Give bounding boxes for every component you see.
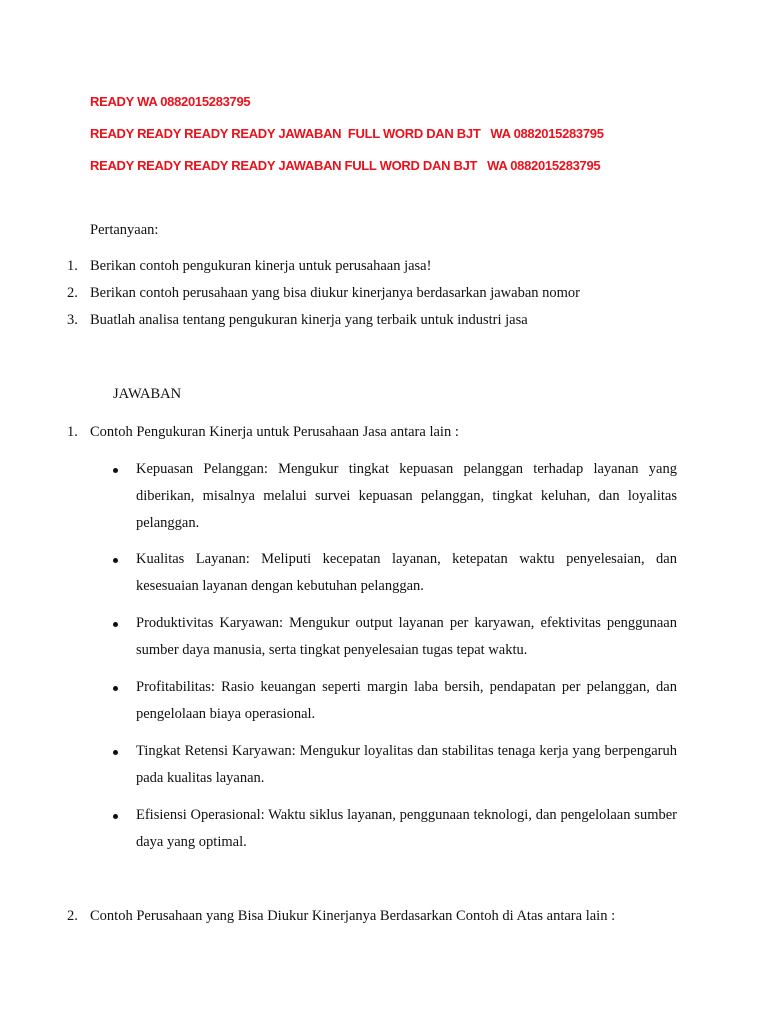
ad-line-2: READY READY READY READY JAWABAN FULL WORD DAN BJT WA 0882015283795 bbox=[90, 126, 604, 141]
section-2-number: 2. bbox=[67, 908, 78, 924]
question-text: Buatlah analisa tentang pengukuran kinerja yang terbaik untuk industri jasa bbox=[90, 312, 528, 328]
bullet-text: Produktivitas Karyawan: Mengukur output layanan per karyawan, efektivitas penggunaan sumber daya manusia, serta tingkat penyelesaian tugas tepat waktu. bbox=[136, 615, 677, 658]
section-1-number: 1. bbox=[67, 424, 78, 440]
bullet-icon bbox=[113, 558, 118, 563]
ad-line-1: READY WA 0882015283795 bbox=[90, 94, 251, 109]
bullet-icon bbox=[113, 622, 118, 627]
bullet-text: Efisiensi Operasional: Waktu siklus layanan, penggunaan teknologi, dan pengelolaan sumber daya yang optimal. bbox=[136, 807, 677, 850]
bullet-text: Kepuasan Pelanggan: Mengukur tingkat kepuasan pelanggan terhadap layanan yang diberikan, misalnya melalui survei kepuasan pelanggan, tingkat keluhan, dan loyalitas pelanggan. bbox=[136, 461, 677, 531]
answers-heading: JAWABAN bbox=[113, 386, 182, 402]
bullet-icon bbox=[113, 814, 118, 819]
bullet-text: Kualitas Layanan: Meliputi kecepatan layanan, ketepatan waktu penyelesaian, dan kesesuaian layanan dengan kebutuhan pelanggan. bbox=[136, 551, 677, 594]
section-1-title: Contoh Pengukuran Kinerja untuk Perusahaan Jasa antara lain : bbox=[90, 424, 459, 440]
question-text: Berikan contoh perusahaan yang bisa diukur kinerjanya berdasarkan jawaban nomor bbox=[90, 285, 581, 301]
bullet-icon bbox=[113, 750, 118, 755]
question-number: 2. bbox=[67, 285, 78, 301]
bullet-icon bbox=[113, 468, 118, 473]
question-number: 3. bbox=[67, 312, 78, 328]
ad-line-3: READY READY READY READY JAWABAN FULL WORD DAN BJT WA 0882015283795 bbox=[90, 158, 601, 173]
bullet-icon bbox=[113, 686, 118, 691]
bullet-text: Profitabilitas: Rasio keuangan seperti margin laba bersih, pendapatan per pelanggan, dan pengelolaan biaya operasional. bbox=[136, 679, 677, 722]
question-number: 1. bbox=[67, 258, 78, 274]
section-2-title: Contoh Perusahaan yang Bisa Diukur Kinerjanya Berdasarkan Contoh di Atas antara lain : bbox=[90, 908, 616, 924]
question-text: Berikan contoh pengukuran kinerja untuk perusahaan jasa! bbox=[90, 258, 432, 274]
questions-heading: Pertanyaan: bbox=[90, 222, 159, 238]
bullet-text: Tingkat Retensi Karyawan: Mengukur loyalitas dan stabilitas tenaga kerja yang berpengaruh pada kualitas layanan. bbox=[136, 743, 677, 786]
